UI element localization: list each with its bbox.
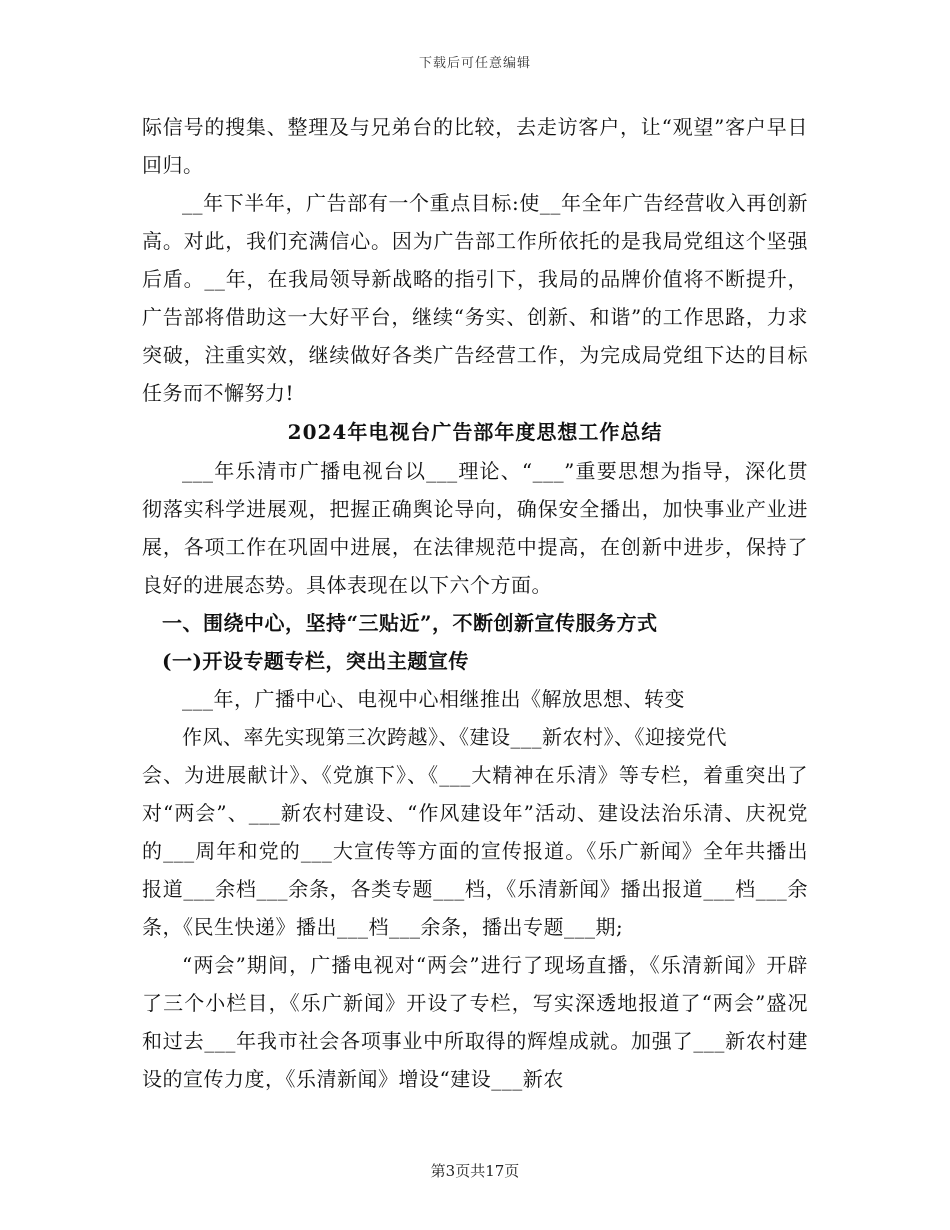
paragraph-continued: 际信号的搜集、整理及与兄弟台的比较，去走访客户，让“观望”客户早日回归。 [142,115,808,177]
paragraph-columns: 会、为进展献计》、《党旗下》、《___大精神在乐清》等专栏，着重突出了对“两会”、___新农村建设、“作风建设年”活动、建设法治乐清、庆祝党的___周年和党的___大宣传等方面的宣传报道。《乐广新闻》全年共播出报道___余档___余条，各类专题___档，《乐清新闻》播出报道___档___余条，《民生快递》播出___档___余条，播出专题___期; [142,763,808,939]
page-number: 第3页共17页 [430,1162,520,1180]
paragraph-two-sessions: “两会”期间，广播电视对“两会”进行了现场直播，《乐清新闻》开辟了三个小栏目，《乐广新闻》开设了专栏，写实深透地报道了“两会”盛况和过去___年我市社会各项事业中所取得的辉煌成就。加强了___新农村建设的宣传力度，《乐清新闻》增设“建设___新农 [142,953,808,1091]
subsection-heading: (一)开设专题专栏，突出主题宣传 [162,649,469,673]
paragraph-intro: ___年乐清市广播电视台以___理论、“___”重要思想为指导，深化贯彻落实科学进展观，把握正确舆论导向，确保安全播出，加快事业产业进展，各项工作在巩固中进展，在法律规范中提高，在创新中进步，保持了良好的进展态势。具体表现在以下六个方面。 [142,459,808,597]
document-title: 2024年电视台广告部年度思想工作总结 [287,420,663,444]
paragraph-goal: __年下半年，广告部有一个重点目标:使__年全年广告经营收入再创新高。对此，我们充满信心。因为广告部工作所依托的是我局党组这个坚强后盾。__年，在我局领导新战略的指引下，我局的品牌价值将不断提升，广告部将借助这一大好平台，继续“务实、创新、和谐”的工作思路，力求突破，注重实效，继续做好各类广告经营工作，为完成局党组下达的目标任务而不懈努力! [142,191,808,405]
paragraph-line: ___年，广播中心、电视中心相继推出《解放思想、转变 [182,687,685,711]
section-heading: 一、围绕中心，坚持“三贴近”，不断创新宣传服务方式 [162,611,658,635]
document-body [142,108,808,1098]
paragraph-line-indented: 作风、率先实现第三次跨越》、《建设___新农村》、《迎接党代 [182,725,727,749]
page-header: 下载后可任意编辑 [418,56,531,71]
